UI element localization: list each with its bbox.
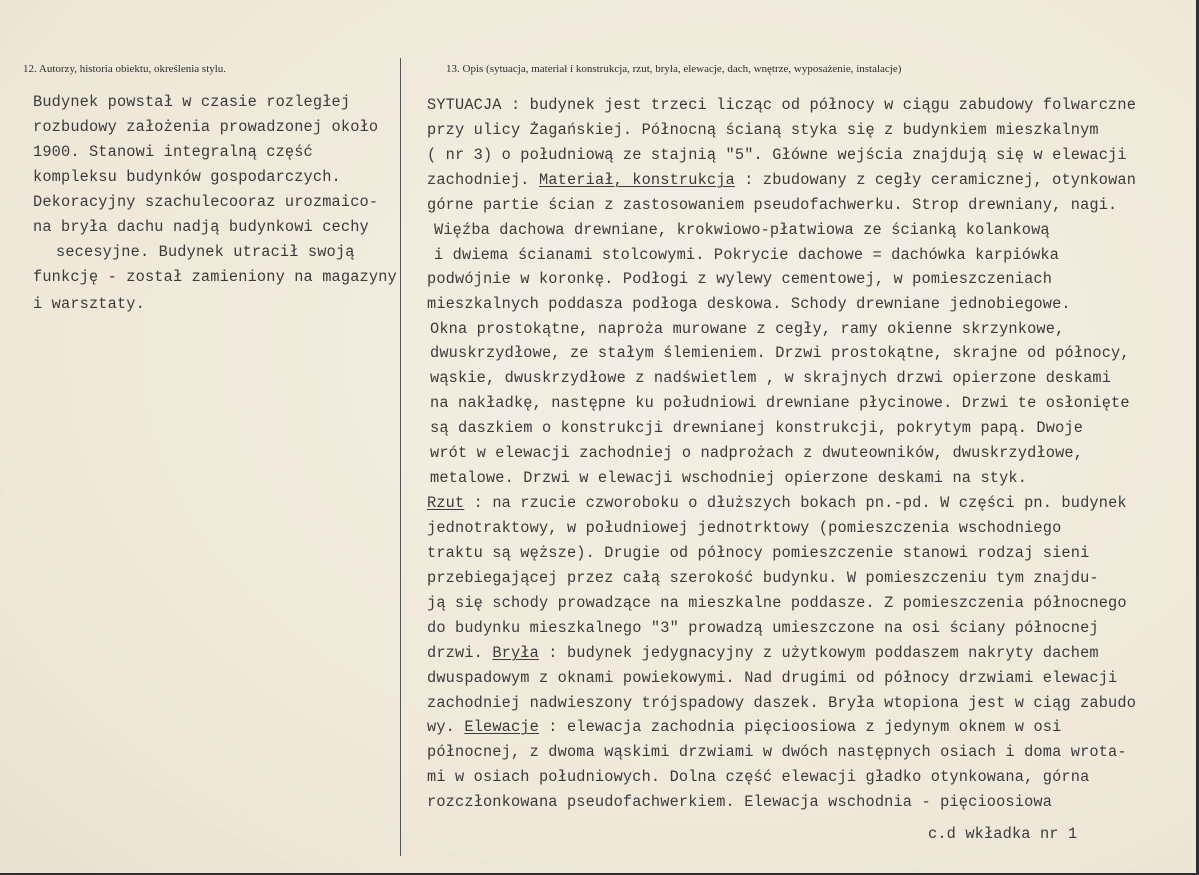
right-text-line: przy ulicy Żagańskiej. Północną ścianą styka się z budynkiem mieszkalnym	[427, 121, 1099, 139]
left-column-header: 12. Autorzy, historia obiektu, określenia stylu.	[23, 63, 227, 75]
right-text-line: wy. Elewacje : elewacja zachodnia pięcioosiowa z jedynym oknem w osi	[427, 718, 1062, 736]
right-text-line: SYTUACJA : budynek jest trzeci licząc od północy w ciągu zabudowy folwarczne	[427, 96, 1137, 114]
right-text-line: traktu są węższe). Drugie od północy pomieszczenie stanowi rodzaj sieni	[427, 544, 1090, 562]
right-text-line: północnej, z dwoma wąskimi drzwiami w dwóch następnych osiach i doma wrota-	[427, 743, 1127, 761]
right-text-line: podwójnie w koronkę. Podłogi z wylewy cementowej, w pomieszczeniach	[427, 270, 1053, 288]
left-text-line: rozbudowy założenia prowadzonej około	[33, 118, 379, 136]
left-text-line: kompleksu budynków gospodarczych.	[33, 168, 341, 186]
right-text-line: Okna prostokątne, naproża murowane z cegły, ramy okienne skrzynkowe,	[430, 320, 1065, 338]
left-text-line: Budynek powstał w czasie rozległej	[33, 93, 351, 111]
left-text-line: 1900. Stanowi integralną część	[33, 143, 313, 161]
right-text-line: jednotraktowy, w południowej jednotrktowy (pomieszczenia wschodniego	[427, 519, 1062, 537]
right-text-line: na nakładkę, następne ku południowi drewniane płycinowe. Drzwi te osłonięte	[430, 394, 1130, 412]
continuation-note: c.d wkładka nr 1	[928, 825, 1078, 843]
right-text-line: i dwiema ścianami stolcowymi. Pokrycie dachowe = dachówka karpiówka	[434, 246, 1060, 264]
right-text-line: do budynku mieszkalnego "3" prowadzą umieszczone na osi ściany północnej	[427, 619, 1099, 637]
right-text-line: mi w osiach południowych. Dolna część elewacji gładko otynkowana, górna	[427, 768, 1090, 786]
right-column-header: 13. Opis (sytuacja, materiał i konstrukcja, rzut, bryła, elewacje, dach, wnętrze, wyposażenie, instalacje)	[446, 63, 902, 75]
right-text-line: wąskie, dwuskrzydłowe z nadświetlem , w skrajnych drzwi opierzone deskami	[430, 369, 1112, 387]
right-text-line: dwuskrzydłowe, ze stałym ślemieniem. Drzwi prostokątne, skrajne od północy,	[430, 344, 1130, 362]
right-text-line: przebiegającej przez całą szerokość budynku. W pomieszczeniu tym znajdu-	[427, 569, 1099, 587]
right-text-line: wrót w elewacji zachodniej o nadprożach z dwuteowników, dwuskrzydłowe,	[430, 444, 1084, 462]
right-text-line: zachodniej nadwieszony trójspadowy daszek. Bryła wtopiona jest w ciąg zabudo	[427, 694, 1137, 712]
column-divider	[400, 58, 401, 856]
left-text-line: Dekoracyjny szachulecooraz urozmaico-	[33, 193, 379, 211]
right-text-line: są daszkiem o konstrukcji drewnianej konstrukcji, pokrytym papą. Dwoje	[430, 419, 1084, 437]
left-text-line: funkcję - został zamieniony na magazyny	[33, 268, 397, 286]
right-text-line: dwuspadowym z oknami powiekowymi. Nad drugimi od północy drzwiami elewacji	[427, 669, 1118, 687]
right-text-line: metalowe. Drzwi w elewacji wschodniej opierzone deskami na styk.	[430, 469, 1028, 487]
right-text-line: górne partie ścian z zastosowaniem pseudofachwerku. Strop drewniany, nagi.	[427, 196, 1118, 214]
right-text-line: ją się schody prowadzące na mieszkalne poddasze. Z pomieszczenia północnego	[427, 594, 1127, 612]
right-text-line: drzwi. Bryła : budynek jedygnacyjny z użytkowym poddaszem nakryty dachem	[427, 644, 1099, 662]
left-text-line: secesyjne. Budynek utracił swoją	[56, 243, 355, 261]
left-text-line: i warsztaty.	[33, 295, 145, 313]
right-text-line: mieszkalnych poddasza podłoga deskowa. Schody drewniane jednobiegowe.	[427, 295, 1071, 313]
right-text-line: Więźba dachowa drewniane, krokwiowo-płatwiowa ze ścianką kolankową	[434, 221, 1050, 239]
right-text-line: Rzut : na rzucie czworoboku o dłuższych bokach pn.-pd. W części pn. budynek	[427, 494, 1127, 512]
right-text-line: rozczłonkowana pseudofachwerkiem. Elewacja wschodnia - pięcioosiowa	[427, 793, 1053, 811]
right-text-line: zachodniej. Materiał, konstrukcja : zbudowany z cegły ceramicznej, otynkowan	[427, 171, 1137, 189]
right-text-line: ( nr 3) o południową ze stajnią "5". Główne wejścia znajdują się w elewacji	[427, 146, 1127, 164]
left-text-line: na bryła dachu nadją budynkowi cechy	[33, 218, 369, 236]
